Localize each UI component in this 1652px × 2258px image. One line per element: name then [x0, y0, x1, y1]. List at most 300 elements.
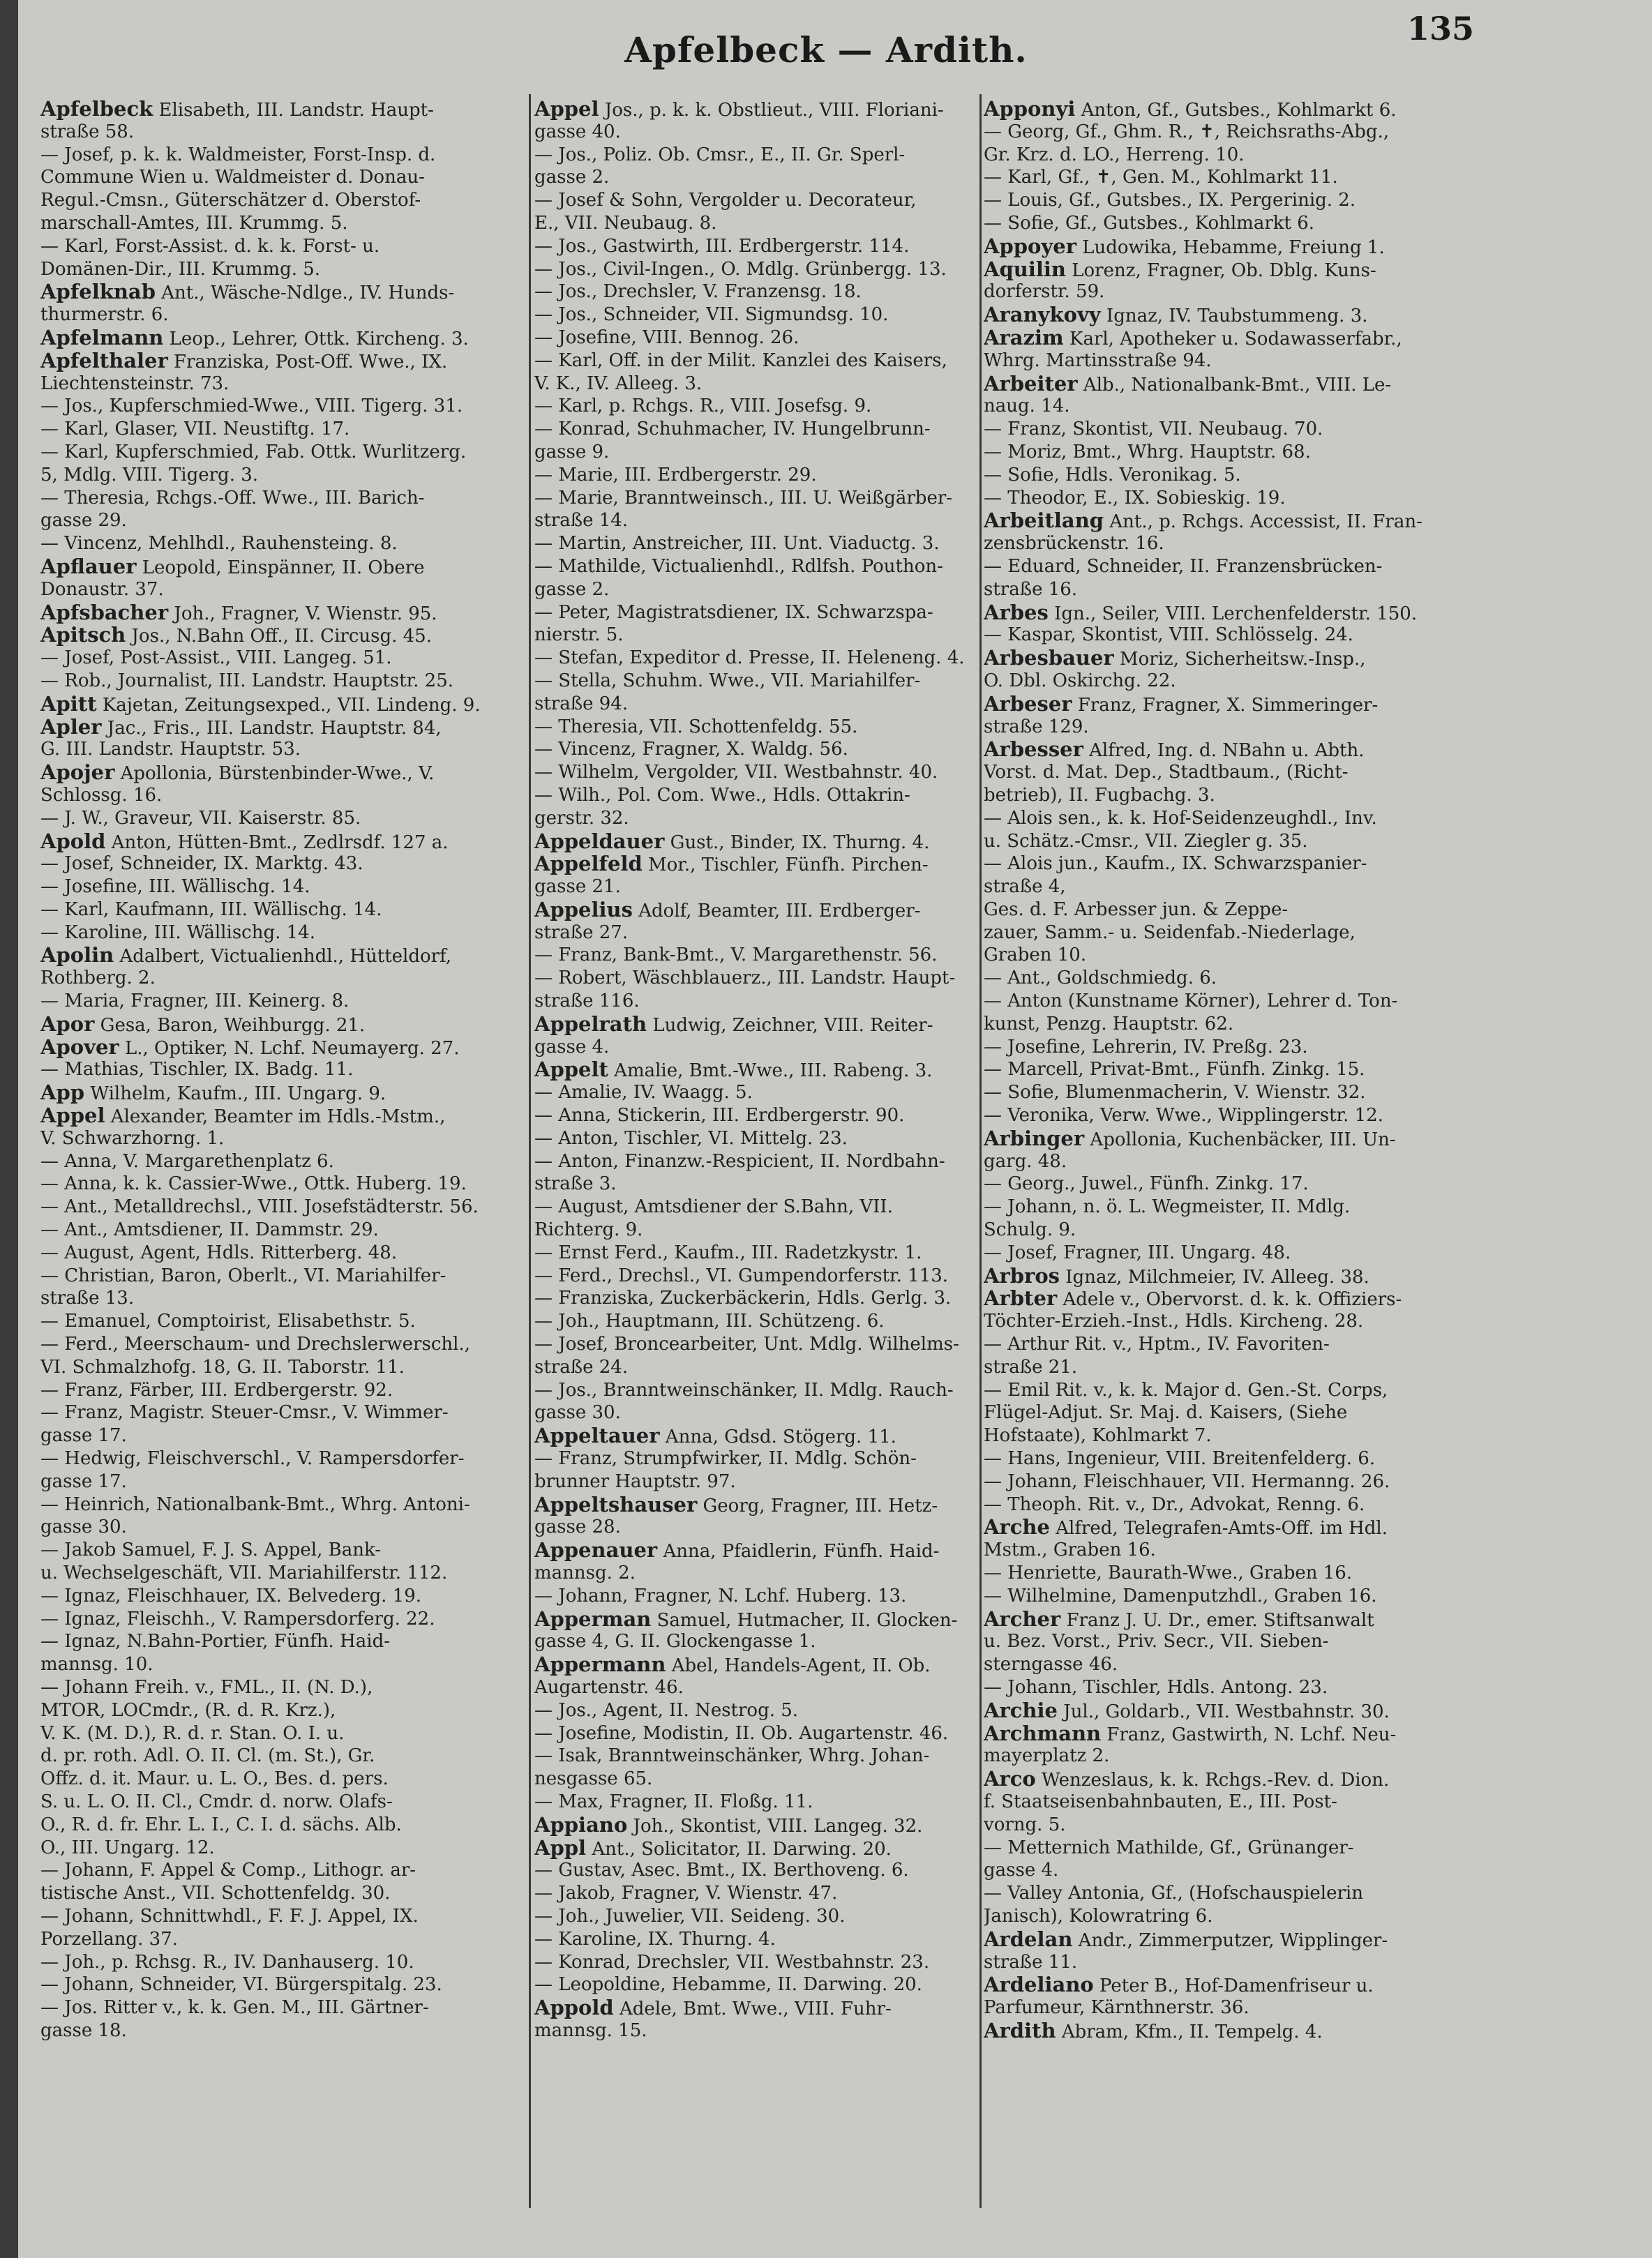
- entry-surname: Appelt: [534, 1058, 608, 1082]
- directory-entry-line: [534, 441, 979, 464]
- directory-entry-line: [40, 670, 544, 693]
- entry-text: mannsg. 10.: [40, 1654, 153, 1676]
- entry-text: — Hans, Ingenieur, VIII. Breitenfelderg. 6.: [984, 1448, 1376, 1470]
- entry-text: Anton, Hütten-Bmt., Zedlrsdf. 127 a.: [105, 831, 449, 853]
- entry-surname: Apor: [40, 1012, 95, 1036]
- entry-text: Adele v., Obervorst. d. k. k. Offiziers-: [1057, 1289, 1402, 1311]
- directory-entry-line: [984, 509, 1486, 532]
- entry-text: — Christian, Baron, Oberlt., VI. Mariahilfer-: [40, 1265, 446, 1286]
- entry-surname: Arbesser: [984, 738, 1083, 762]
- directory-entry-line: [984, 1104, 1486, 1127]
- entry-text: — Metternich Mathilde, Gf., Grünanger-: [984, 1837, 1354, 1858]
- entry-text: — Franz, Strumpfwirker, II. Mdlg. Schön-: [534, 1448, 917, 1470]
- entry-surname: Appl: [534, 1836, 587, 1860]
- directory-entry-line: [40, 1310, 544, 1333]
- entry-text: straße 129.: [984, 716, 1089, 737]
- entry-text: — Robert, Wäschblauerz., III. Landstr. Haupt-: [534, 968, 956, 989]
- entry-text: betrieb), II. Fugbachg. 3.: [984, 784, 1215, 806]
- directory-entry-line: [40, 1333, 544, 1356]
- entry-text: Richterg. 9.: [534, 1219, 643, 1241]
- entry-text: — Theresia, Rchgs.-Off. Wwe., III. Barich-: [40, 487, 425, 509]
- entry-text: — Johann, Tischler, Hdls. Antong. 23.: [984, 1676, 1328, 1698]
- entry-text: naug. 14.: [984, 396, 1070, 417]
- entry-surname: Apitsch: [40, 624, 126, 647]
- entry-text: brunner Hauptstr. 97.: [534, 1470, 736, 1492]
- directory-entry-line: [40, 1951, 544, 1974]
- directory-entry-line: [984, 98, 1486, 121]
- entry-text: Franziska, Post-Off. Wwe., IX.: [167, 351, 448, 372]
- directory-entry-line: [984, 1882, 1486, 1905]
- entry-text: straße 3.: [534, 1173, 617, 1195]
- entry-text: straße 24.: [534, 1356, 629, 1378]
- entry-text: — Stella, Schuhm. Wwe., VII. Mariahilfer-: [534, 670, 921, 691]
- entry-surname: Arbter: [984, 1287, 1058, 1311]
- directory-entry-line: [534, 1219, 979, 1242]
- directory-entry-line: [534, 372, 979, 396]
- entry-text: — Franz, Magistr. Steuer-Cmsr., V. Wimmer-: [40, 1402, 449, 1424]
- entry-text: Gr. Krz. d. LO., Herreng. 10.: [984, 144, 1245, 165]
- entry-text: — Vincenz, Mehlhdl., Rauhensteing. 8.: [40, 533, 398, 555]
- directory-entry-line: [40, 761, 544, 784]
- entry-text: d. pr. roth. Adl. O. II. Cl. (m. St.), Gr.: [40, 1745, 375, 1767]
- entry-text: — Franz, Bank-Bmt., V. Margarethenstr. 56.: [534, 944, 938, 966]
- entry-text: — Franziska, Zuckerbäckerin, Hdls. Gerlg. 3.: [534, 1288, 952, 1309]
- entry-text: — Joh., Juwelier, VII. Seideng. 30.: [534, 1905, 846, 1927]
- entry-surname: Aranykovy: [984, 303, 1101, 326]
- entry-text: — Josefine, Modistin, II. Ob. Augartenstr. 46.: [534, 1722, 949, 1744]
- entry-text: — Ernst Ferd., Kaufm., III. Radetzkystr. 1.: [534, 1242, 922, 1263]
- directory-entry-line: [40, 555, 544, 578]
- directory-entry-line: [534, 1722, 979, 1745]
- entry-surname: Apler: [40, 715, 102, 739]
- entry-text: — Marie, III. Erdbergerstr. 29.: [534, 464, 817, 486]
- entry-surname: Appelius: [534, 898, 633, 921]
- directory-entry-line: [984, 898, 1486, 921]
- entry-text: — Franz, Färber, III. Erdbergerstr. 92.: [40, 1379, 393, 1401]
- directory-entry-line: [40, 1058, 544, 1081]
- entry-text: Ignaz, Milchmeier, IV. Alleeg. 38.: [1060, 1266, 1369, 1288]
- directory-entry-line: [534, 1493, 979, 1516]
- directory-entry-line: [534, 303, 979, 326]
- directory-entry-line: [534, 1562, 979, 1585]
- entry-text: — Emanuel, Comptoirist, Elisabethstr. 5.: [40, 1311, 416, 1332]
- entry-text: dorferstr. 59.: [984, 281, 1105, 303]
- directory-entry-line: [40, 1401, 544, 1424]
- entry-text: — Konrad, Schuhmacher, IV. Hungelbrunn-: [534, 419, 931, 440]
- directory-entry-line: [984, 1722, 1486, 1745]
- entry-surname: Ardeliano: [984, 1973, 1094, 1997]
- directory-entry-line: [534, 1745, 979, 1768]
- directory-entry-line: [40, 1539, 544, 1562]
- entry-text: gasse 28.: [534, 1516, 621, 1538]
- directory-entry-line: [534, 258, 979, 281]
- directory-entry-line: [984, 1791, 1486, 1814]
- entry-text: — Georg, Gf., Ghm. R., ✝, Reichsraths-Abg.,: [984, 121, 1390, 142]
- entry-text: gasse 40.: [534, 121, 621, 142]
- entry-text: — Karoline, IX. Thurng. 4.: [534, 1928, 776, 1950]
- entry-text: — Anton (Kunstname Körner), Lehrer d. Ton-: [984, 991, 1398, 1012]
- directory-entry-line: [984, 738, 1486, 761]
- entry-text: straße 21.: [984, 1356, 1078, 1378]
- directory-entry-line: [40, 418, 544, 441]
- entry-text: Leopold, Einspänner, II. Obere: [136, 557, 425, 578]
- directory-entry-line: [534, 1447, 979, 1470]
- directory-entry-line: [534, 1173, 979, 1196]
- directory-entry-line: [534, 807, 979, 830]
- directory-entry-line: [534, 509, 979, 532]
- entry-text: — Johann, F. Appel & Comp., Lithogr. ar-: [40, 1860, 416, 1881]
- directory-entry-line: [40, 1424, 544, 1447]
- entry-text: Alfred, Ing. d. NBahn u. Abth.: [1083, 740, 1365, 762]
- entry-text: — Karl, Gf., ✝, Gen. M., Kohlmarkt 11.: [984, 167, 1338, 188]
- entry-text: — August, Agent, Hdls. Ritterberg. 48.: [40, 1242, 398, 1263]
- entry-text: — Theoph. Rit. v., Dr., Advokat, Renng. 6.: [984, 1493, 1365, 1515]
- directory-entry-line: [534, 1150, 979, 1173]
- entry-text: Ant., p. Rchgs. Accessist, II. Fran-: [1104, 511, 1422, 533]
- entry-text: — Johann Freih. v., FML., II. (N. D.),: [40, 1676, 373, 1698]
- directory-entry-line: [534, 1242, 979, 1265]
- directory-entry-line: [40, 1905, 544, 1928]
- directory-entry-line: [40, 693, 544, 716]
- entry-text: Ges. d. F. Arbesser jun. & Zeppe-: [984, 898, 1289, 920]
- directory-entry-line: [40, 464, 544, 487]
- entry-text: Ign., Seiler, VIII. Lerchenfelderstr. 150.: [1048, 603, 1418, 624]
- directory-entry-line: [40, 1447, 544, 1470]
- directory-entry-line: [984, 716, 1486, 739]
- entry-surname: App: [40, 1081, 85, 1105]
- directory-entry-line: [984, 1447, 1486, 1470]
- entry-text: — Ferd., Meerschaum- und Drechslerwerschl.,: [40, 1334, 470, 1355]
- entry-text: zauer, Samm.- u. Seidenfab.-Niederlage,: [984, 921, 1356, 943]
- directory-entry-line: [534, 1859, 979, 1882]
- entry-text: — Alois sen., k. k. Hof-Seidenzeughdl., Inv.: [984, 807, 1377, 829]
- entry-text: — Joh., p. Rchsg. R., IV. Danhauserg. 10.: [40, 1951, 414, 1973]
- directory-entry-line: [40, 1973, 544, 1996]
- entry-text: Regul.-Cmsn., Güterschätzer d. Oberstof-: [40, 190, 421, 211]
- entry-text: straße 94.: [534, 693, 629, 714]
- entry-text: Amalie, Bmt.-Wwe., III. Rabeng. 3.: [608, 1060, 933, 1082]
- directory-entry-line: [40, 1493, 544, 1516]
- directory-entry-line: [40, 258, 544, 281]
- entry-text: S. u. L. O. II. Cl., Cmdr. d. norw. Olafs-: [40, 1791, 393, 1812]
- directory-column-2: [534, 98, 979, 2204]
- entry-text: Georg, Fragner, III. Hetz-: [697, 1495, 938, 1516]
- entry-text: O. Dbl. Oskirchg. 22.: [984, 670, 1176, 691]
- directory-entry-line: [984, 1973, 1486, 1996]
- entry-text: — Wilhelm, Vergolder, VII. Westbahnstr. 40.: [534, 762, 938, 783]
- entry-text: — Emil Rit. v., k. k. Major d. Gen.-St. Corps,: [984, 1379, 1388, 1401]
- directory-entry-line: [984, 2019, 1486, 2042]
- entry-text: Gust., Binder, IX. Thurng. 4.: [664, 831, 930, 853]
- entry-text: u. Schätz.-Cmsr., VII. Ziegler g. 35.: [984, 830, 1308, 852]
- entry-text: Töchter-Erzieh.-Inst., Hdls. Kircheng. 28.: [984, 1311, 1364, 1332]
- directory-entry-line: [534, 693, 979, 716]
- entry-text: — Alois jun., Kaufm., IX. Schwarzspanier-: [984, 853, 1367, 875]
- entry-text: Moriz, Sicherheitsw.-Insp.,: [1113, 649, 1366, 670]
- entry-surname: Archie: [984, 1699, 1058, 1722]
- column-divider-right: [979, 94, 982, 2208]
- directory-entry-line: [534, 1333, 979, 1356]
- directory-entry-line: [984, 1310, 1486, 1333]
- directory-entry-line: [534, 144, 979, 167]
- directory-entry-line: [40, 1516, 544, 1539]
- directory-entry-line: [40, 1173, 544, 1196]
- entry-text: — Josef, Broncearbeiter, Unt. Mdlg. Wilhelms-: [534, 1334, 959, 1355]
- entry-text: — Arthur Rit. v., Hptm., IV. Favoriten-: [984, 1334, 1330, 1355]
- entry-text: Anna, Pfaidlerin, Fünfh. Haid-: [657, 1541, 940, 1562]
- directory-entry-line: [984, 921, 1486, 944]
- directory-entry-line: [40, 1219, 544, 1242]
- entry-text: — Ant., Goldschmiedg. 6.: [984, 968, 1217, 989]
- entry-surname: Archer: [984, 1607, 1061, 1631]
- directory-entry-line: [984, 761, 1486, 784]
- entry-text: Rothberg. 2.: [40, 968, 156, 989]
- directory-entry-line: [534, 1608, 979, 1631]
- entry-text: — Franz, Skontist, VII. Neubaug. 70.: [984, 419, 1323, 440]
- directory-entry-line: [534, 1104, 979, 1127]
- entry-text: — Karoline, III. Wällischg. 14.: [40, 921, 315, 943]
- entry-text: — Max, Fragner, II. Floßg. 11.: [534, 1791, 813, 1812]
- entry-surname: Appold: [534, 1996, 614, 2019]
- entry-text: straße 14.: [534, 510, 629, 532]
- directory-entry-line: [984, 166, 1486, 189]
- directory-entry-line: [534, 121, 979, 144]
- directory-entry-line: [40, 647, 544, 670]
- entry-text: gasse 29.: [40, 510, 127, 532]
- entry-text: E., VII. Neubaug. 8.: [534, 212, 717, 234]
- directory-entry-line: [534, 1676, 979, 1699]
- directory-entry-line: [40, 189, 544, 212]
- directory-entry-line: [40, 1104, 544, 1127]
- entry-text: tistische Anst., VII. Schottenfeldg. 30.: [40, 1883, 391, 1904]
- entry-text: Mor., Tischler, Fünfh. Pirchen-: [642, 855, 929, 876]
- entry-text: — Heinrich, Nationalbank-Bmt., Whrg. Antoni-: [40, 1493, 470, 1515]
- entry-text: — Wilhelmine, Damenputzhdl., Graben 16.: [984, 1585, 1377, 1606]
- entry-surname: Arbes: [984, 601, 1049, 624]
- entry-text: L., Optiker, N. Lchf. Neumayerg. 27.: [119, 1037, 460, 1059]
- directory-entry-line: [534, 1196, 979, 1219]
- directory-entry-line: [40, 1379, 544, 1402]
- directory-entry-line: [40, 1630, 544, 1653]
- entry-text: Commune Wien u. Waldmeister d. Donau-: [40, 167, 425, 188]
- entry-text: — Jos., Poliz. Ob. Cmsr., E., II. Gr. Sperl-: [534, 144, 906, 165]
- directory-entry-line: [534, 1791, 979, 1814]
- entry-surname: Apover: [40, 1035, 119, 1059]
- directory-entry-line: [534, 1470, 979, 1493]
- directory-entry-line: [40, 1653, 544, 1676]
- directory-entry-line: [534, 1973, 979, 1996]
- directory-entry-line: [984, 1287, 1486, 1310]
- entry-text: Wilhelm, Kaufm., III. Ungarg. 9.: [84, 1083, 386, 1105]
- directory-entry-line: [984, 1768, 1486, 1791]
- directory-entry-line: [40, 1265, 544, 1288]
- entry-text: — Leopoldine, Hebamme, II. Darwing. 20.: [534, 1974, 922, 1996]
- entry-text: — Anna, Stickerin, III. Erdbergerstr. 90.: [534, 1105, 905, 1127]
- directory-entry-line: [534, 578, 979, 601]
- directory-entry-line: [984, 1333, 1486, 1356]
- directory-entry-line: [40, 967, 544, 990]
- directory-entry-line: [40, 280, 544, 303]
- directory-entry-line: [534, 555, 979, 578]
- entry-text: gasse 21.: [534, 876, 621, 898]
- entry-text: mannsg. 15.: [534, 2019, 647, 2041]
- entry-text: — Josef, Fragner, III. Ungarg. 48.: [984, 1242, 1291, 1263]
- entry-text: Ignaz, IV. Taubstummeng. 3.: [1100, 306, 1368, 326]
- entry-text: Adele, Bmt. Wwe., VIII. Fuhr-: [613, 1999, 892, 2019]
- directory-entry-line: [534, 349, 979, 372]
- directory-entry-line: [40, 1608, 544, 1631]
- directory-entry-line: [534, 601, 979, 624]
- entry-surname: Appenauer: [534, 1539, 658, 1562]
- entry-text: Franz, Gastwirth, N. Lchf. Neu-: [1101, 1724, 1397, 1745]
- entry-text: — Marcell, Privat-Bmt., Fünfh. Zinkg. 15.: [984, 1059, 1365, 1081]
- directory-entry-line: [534, 1081, 979, 1104]
- entry-text: — Anna, k. k. Cassier-Wwe., Ottk. Huberg. 19.: [40, 1173, 467, 1195]
- directory-entry-line: [534, 1265, 979, 1288]
- directory-entry-line: [534, 990, 979, 1013]
- directory-entry-line: [984, 578, 1486, 601]
- entry-text: Jos., N.Bahn Off., II. Circusg. 45.: [126, 626, 432, 647]
- directory-entry-line: [984, 1859, 1486, 1882]
- directory-entry-line: [984, 693, 1486, 716]
- entry-text: — Johann, n. ö. L. Wegmeister, II. Mdlg.: [984, 1196, 1351, 1218]
- directory-entry-line: [40, 1791, 544, 1814]
- entry-text: — Jos., Branntweinschänker, II. Mdlg. Rauch-: [534, 1379, 954, 1401]
- directory-entry-line: [40, 372, 544, 396]
- entry-surname: Apfelbeck: [40, 98, 153, 121]
- entry-text: — Theresia, VII. Schottenfeldg. 55.: [534, 716, 858, 737]
- entry-text: zensbrückenstr. 16.: [984, 533, 1164, 555]
- directory-entry-line: [40, 1814, 544, 1837]
- entry-text: V. K. (M. D.), R. d. r. Stan. O. I. u.: [40, 1722, 345, 1744]
- entry-text: — Josef, p. k. k. Waldmeister, Forst-Insp. d.: [40, 144, 436, 165]
- directory-entry-line: [984, 121, 1486, 144]
- entry-text: — Anton, Tischler, VI. Mittelg. 23.: [534, 1127, 848, 1149]
- entry-text: u. Bez. Vorst., Priv. Secr., VII. Sieben-: [984, 1631, 1329, 1653]
- entry-text: — Theodor, E., IX. Sobieskig. 19.: [984, 487, 1286, 509]
- directory-entry-line: [984, 418, 1486, 441]
- directory-entry-line: [40, 807, 544, 830]
- directory-entry-line: [40, 921, 544, 944]
- entry-text: Alfred, Telegrafen-Amts-Off. im Hdl.: [1049, 1518, 1388, 1540]
- entry-text: — Ant., Metalldrechsl., VIII. Josefstädterstr. 56.: [40, 1196, 479, 1218]
- directory-entry-line: [984, 212, 1486, 235]
- entry-text: Abel, Handels-Agent, II. Ob.: [666, 1655, 931, 1676]
- entry-surname: Arbros: [984, 1264, 1060, 1288]
- entry-text: — Sofie, Blumenmacherin, V. Wienstr. 32.: [984, 1082, 1366, 1104]
- directory-entry-line: [40, 144, 544, 167]
- directory-entry-line: [534, 280, 979, 303]
- entry-text: Schulg. 9.: [984, 1219, 1076, 1241]
- entry-text: — Henriette, Baurath-Wwe., Graben 16.: [984, 1563, 1353, 1583]
- directory-entry-line: [40, 1356, 544, 1379]
- directory-entry-line: [40, 395, 544, 418]
- entry-text: — Jakob, Fragner, V. Wienstr. 47.: [534, 1883, 838, 1904]
- entry-text: — Eduard, Schneider, II. Franzensbrücken-: [984, 555, 1383, 577]
- directory-entry-line: [984, 1928, 1486, 1951]
- directory-entry-line: [984, 670, 1486, 693]
- entry-text: — Wilh., Pol. Com. Wwe., Hdls. Ottakrin-: [534, 784, 910, 806]
- directory-entry-line: [534, 1424, 979, 1447]
- directory-entry-line: [40, 1013, 544, 1036]
- entry-text: Augartenstr. 46.: [534, 1676, 684, 1698]
- directory-entry-line: [40, 1768, 544, 1791]
- directory-entry-line: [534, 1882, 979, 1905]
- directory-entry-line: [984, 1058, 1486, 1081]
- entry-text: f. Staatseisenbahnbauten, E., III. Post-: [984, 1791, 1337, 1812]
- entry-surname: Appelfeld: [534, 852, 643, 876]
- directory-entry-line: [984, 990, 1486, 1013]
- directory-entry-line: [534, 189, 979, 212]
- entry-text: VI. Schmalzhofg. 18, G. II. Taborstr. 11.: [40, 1356, 405, 1378]
- directory-entry-line: [984, 1676, 1486, 1699]
- directory-entry-line: [984, 624, 1486, 647]
- entry-surname: Arbesbauer: [984, 647, 1114, 670]
- directory-entry-line: [40, 1722, 544, 1745]
- page-number: 135: [1406, 10, 1474, 47]
- entry-text: Ludowika, Hebamme, Freiung 1.: [1076, 236, 1385, 258]
- entry-text: Anton, Gf., Gutsbes., Kohlmarkt 6.: [1075, 100, 1397, 121]
- directory-entry-line: [984, 1173, 1486, 1196]
- directory-entry-line: [984, 1608, 1486, 1631]
- directory-entry-line: [534, 1379, 979, 1402]
- entry-surname: Apitt: [40, 692, 97, 716]
- entry-text: — Isak, Branntweinschänker, Whrg. Johan-: [534, 1745, 930, 1767]
- directory-entry-line: [534, 761, 979, 784]
- entry-text: — Jos., Civil-Ingen., O. Mdlg. Grünbergg. 13.: [534, 258, 947, 280]
- entry-text: gasse 4, G. II. Glockengasse 1.: [534, 1631, 816, 1653]
- directory-entry-line: [40, 852, 544, 875]
- directory-entry-line: [40, 1036, 544, 1059]
- directory-entry-line: [534, 1356, 979, 1379]
- directory-entry-line: [984, 1196, 1486, 1219]
- entry-text: gasse 17.: [40, 1425, 127, 1447]
- directory-entry-line: [984, 1516, 1486, 1539]
- entry-surname: Archmann: [984, 1722, 1102, 1745]
- directory-entry-line: [40, 1470, 544, 1493]
- entry-text: — Anna, V. Margarethenplatz 6.: [40, 1150, 334, 1172]
- directory-entry-line: [40, 601, 544, 624]
- directory-entry-line: [40, 1585, 544, 1608]
- directory-entry-line: [40, 1242, 544, 1265]
- entry-text: — Moriz, Bmt., Whrg. Hauptstr. 68.: [984, 441, 1311, 462]
- directory-entry-line: [534, 1653, 979, 1676]
- entry-surname: Appeltauer: [534, 1424, 660, 1448]
- directory-entry-line: [40, 1287, 544, 1310]
- entry-text: — Rob., Journalist, III. Landstr. Hauptstr. 25.: [40, 670, 454, 691]
- entry-text: — Kaspar, Skontist, VIII. Schlösselg. 24.: [984, 624, 1353, 646]
- directory-entry-line: [40, 2019, 544, 2042]
- directory-column-1: [40, 98, 544, 2204]
- directory-entry-line: [534, 647, 979, 670]
- directory-entry-line: [984, 280, 1486, 303]
- directory-entry-line: [984, 852, 1486, 875]
- entry-text: Ant., Solicitator, II. Darwing. 20.: [586, 1838, 892, 1860]
- entry-text: Franz, Fragner, X. Simmeringer-: [1072, 694, 1379, 716]
- directory-entry-line: [984, 1401, 1486, 1424]
- entry-text: straße 13.: [40, 1288, 135, 1309]
- entry-text: Parfumeur, Kärnthnerstr. 36.: [984, 1997, 1249, 2019]
- directory-entry-line: [984, 464, 1486, 487]
- directory-entry-line: [984, 555, 1486, 578]
- entry-text: Jul., Goldarb., VII. Westbahnstr. 30.: [1058, 1701, 1390, 1722]
- directory-entry-line: [984, 1905, 1486, 1928]
- directory-entry-line: [534, 1928, 979, 1951]
- entry-surname: Apfelknab: [40, 280, 156, 304]
- entry-text: — Jos., Drechsler, V. Franzensg. 18.: [534, 281, 862, 303]
- directory-entry-line: [534, 1058, 979, 1081]
- entry-text: Adolf, Beamter, III. Erdberger-: [632, 900, 921, 921]
